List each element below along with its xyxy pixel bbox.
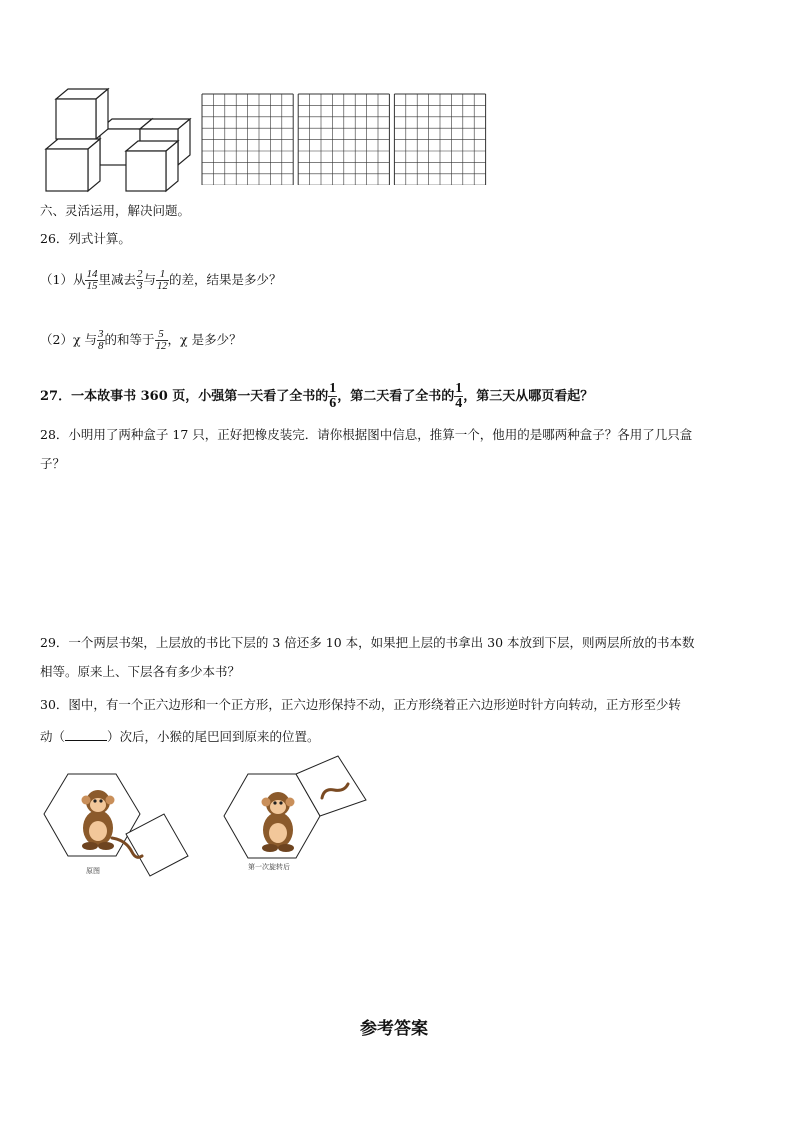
fraction-3-8: $\frac{3}{8}$ (98, 328, 104, 352)
q30-line2 (40, 728, 320, 745)
q26-p2-suffix: ，χ 是多少？ (167, 332, 242, 347)
q27-suffix: ，第三天从哪页看起？ (463, 389, 594, 404)
drawing-grids (200, 93, 490, 185)
q26-title: 26．列式计算。 (40, 231, 131, 246)
q27-prefix: 27．一本故事书 360 页，小强第一天看了全书的 (40, 389, 329, 404)
caption-original: 原图 (86, 867, 100, 875)
answer-blank[interactable] (65, 728, 107, 741)
grid-1 (202, 94, 293, 185)
hexagon-square-original-figure (40, 768, 190, 878)
grid-2 (298, 94, 389, 185)
fraction-14-15: $\frac{14}{15}$ (86, 268, 98, 292)
q26-p2-mid: 的和等于 (104, 332, 155, 347)
q28-line1: 28．小明用了两种盒子 17 只，正好把橡皮装完．请你根据图中信息，推算一个，他用的是哪两种盒子？各用了几只盒 (40, 427, 693, 442)
fraction-1-6: $\frac{1}{6}$ (329, 381, 337, 411)
q26-p1-mid2: 与 (143, 272, 156, 287)
caption-first-rotation: 第一次旋转后 (248, 863, 290, 871)
fraction-2-3: $\frac{2}{3}$ (136, 268, 143, 292)
grid-3 (394, 94, 485, 185)
q26-p1-suffix: 的差，结果是多少？ (168, 272, 282, 287)
q30-line2-b: ）次后，小猴的尾巴回到原来的位置。 (107, 729, 320, 744)
q26-p1-mid1: 里减去 (98, 272, 136, 287)
fraction-1-12: $\frac{1}{12}$ (156, 268, 168, 292)
fraction-1-4: $\frac{1}{4}$ (455, 381, 463, 411)
q30-line2-a: 动（ (40, 729, 66, 744)
cube-stack-figure (42, 85, 197, 195)
q26-p2-prefix: （2）χ 与 (40, 332, 98, 347)
q27 (40, 380, 593, 414)
answers-heading: 参考答案 (360, 1019, 428, 1039)
hexagon-square-rotated-figure (220, 752, 370, 864)
q30-line1: 30．图中，有一个正六边形和一个正方形，正六边形保持不动，正方形绕着正六边形逆时针方向转动，正方形至少转 (40, 697, 681, 712)
section-six-title: 六、灵活运用，解决问题。 (40, 203, 191, 218)
q29-line1: 29．一个两层书架，上层放的书比下层的 3 倍还多 10 本，如果把上层的书拿出 30 本放到下层，则两层所放的书本数 (40, 635, 695, 650)
square-shape (126, 814, 188, 876)
q26-p1-prefix: （1）从 (40, 272, 86, 287)
q29-line2: 相等。原来上、下层各有多少本书？ (40, 664, 241, 679)
q27-mid: ，第二天看了全书的 (337, 389, 455, 404)
q28-line2: 子？ (40, 456, 66, 471)
fraction-5-12: $\frac{5}{12}$ (155, 328, 167, 352)
q26-part1 (40, 265, 282, 295)
q26-part2 (40, 325, 242, 355)
